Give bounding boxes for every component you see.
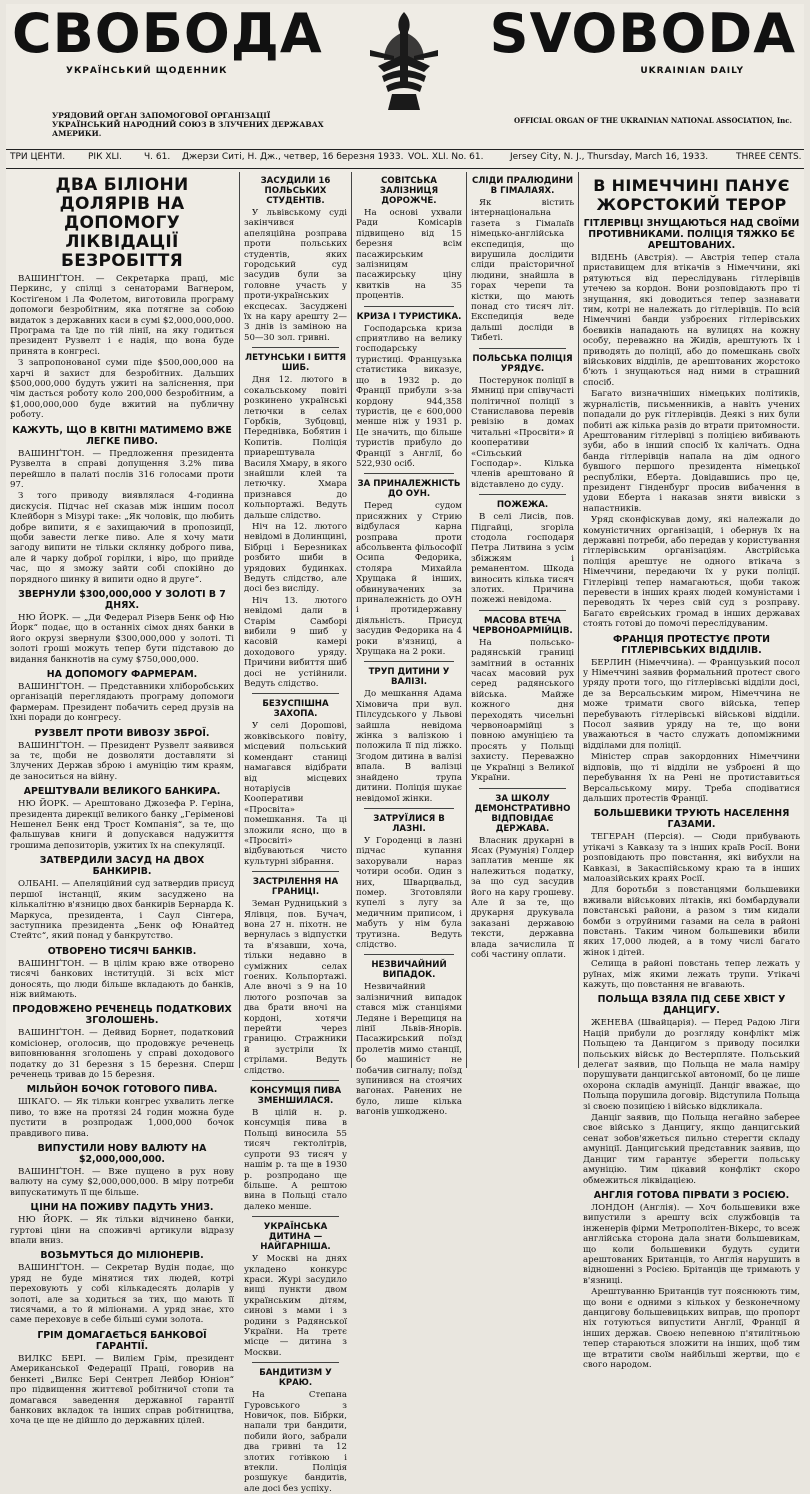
title-cyrillic: СВОБОДА	[12, 2, 323, 65]
article-separator	[252, 693, 339, 694]
article-paragraph: Селища в районі повстань тепер лежать у руїнах, між якими лежать трупи. Утікачі кажуть, що повстання не вгавають.	[583, 959, 800, 990]
article-paragraph: Дня 12. лютого в сокальському повіті розкинено українські летючки в селах Горбків, Зубцовці, Переднівка, Бобятин і Копитів. Поліція приарештувала Василя Хмару, в якого знайшли клей та летючку. Хмара признався до кольпортажі. Ведуть дальше слідство.	[244, 375, 347, 521]
article-headline: ЗА ПРИНАЛЕЖНІСТЬ ДО ОУН.	[357, 479, 461, 500]
article-headline: ЗАСУДИЛИ 16 ПОЛЬСЬКИХ СТУДЕНТІВ.	[260, 176, 331, 206]
column-divider	[578, 172, 579, 1068]
year-cyrillic: РІК XLI.	[88, 152, 123, 162]
article-headline: СЛІДИ ПРАЛЮДИНИ В ГІМАЛАЯХ.	[471, 176, 574, 196]
article-headline: НЕЗВИЧАЙНИЙ ВИПАДОК.	[371, 960, 447, 981]
article-headline: БОЛЬШЕВИКИ ТРУЮТЬ НАСЕЛЕННЯ ГАЗАМИ.	[593, 808, 790, 831]
price-cyrillic: ТРИ ЦЕНТИ.	[10, 152, 66, 162]
masthead-rule-top	[6, 149, 804, 150]
dateline-rule	[6, 168, 804, 169]
article-separator	[364, 473, 454, 474]
article-separator	[479, 348, 566, 349]
article-paragraph: Данціг заявив, що Польща негайно заберее своє військо з Данцигу, якщо данцигський сенат зобов'яжеться пильно стерегти складу амуніції. Данцигський представник заявив, що Данциг тим гарантує зберегти польську амуніцію. Тим цікавий конфлікт скоро обмежиться ліквідацією.	[583, 1113, 800, 1186]
article-paragraph: На польсько-радянській границі замітний в останніх часах масовий рух серед радянського війська. Майже кожного дня переходять чисельні червоноармійці з повною амуніцією та просять у Польщі захисту. Переважно це Українці з Великої України.	[471, 637, 574, 784]
article-paragraph: НЮ ЙОРК. — Арештовано Джозефа Р. Геріна, президента дирекції великого банку „Геріменові Нешенел Бенк енд Трост Компанія“, за те, що фальшував книги й допускався надужиття грошима депозиторів, ужитих їх на спекуляції.	[10, 799, 234, 851]
article-headline: ЗВЕРНУЛИ $300,000,000 У ЗОЛОТІ В 7 ДНЯХ.	[18, 588, 226, 611]
article-paragraph: У селі Дорошові, жовківського повіту, місцевий польський комендант станиці намагався відібрати від місцевих нотаріусів Кооперативи «Просвіта» помешкання. Та ці зложили ясно, що в «Просвіті» відбуваються чисто культурні зібрання.	[244, 721, 347, 867]
article-paragraph: Для боротьби з повстанцями большевики вживали військових літаків, які бомбардували повстанські райони, а разом з тим кидали бомби з отруйними газами на села в районі повстань. Таким чином большевики вбили яких 17,000 людей, а в тому числі багато жінок і дітей.	[583, 885, 800, 958]
article-paragraph: ВАШИНҐТОН. — Вже пущено в рух нову валюту на суму $2,000,000,000. В міру потреби випускатимуть її ще більше.	[10, 1167, 234, 1198]
article-headline: РУЗВЕЛТ ПРОТИ ВИВОЗУ ЗБРОЇ.	[34, 727, 210, 739]
article-headline: ЗАТВЕРДИЛИ ЗАСУД НА ДВОХ БАНКИРІВ.	[39, 855, 205, 878]
article-paragraph: ЖЕНЕВА (Швайцарія). — Перед Радою Ліги Націй прибули до розгляду конфлікт між Польщею та Данцигом з приводу посилки польських військ до Вестерпляте. Польський делегат заявив, що Польща не мала наміру порушувати данцигської автономії, бо це лише охорона складів амуніції. Данціг вважає, що Польща порушила договір. Відступила Польща зі своєю позицією і військо відкликала.	[583, 1018, 800, 1112]
article-headline: КОНСУМЦІЯ ПИВА ЗМЕНШИЛАСЯ.	[249, 1086, 342, 1107]
article-paragraph: ШІКАГО. — Як тільки конгрес ухвалить легке пиво, то вже на протязі 24 годин можна буде пустити в розпродаж 1,000,000 бочок правдивого пива.	[10, 1097, 234, 1139]
article-paragraph: Незвичайний залізничний випадок стався між станціями Ледяне і Верещиця на лінії Львів-Янорів. Пасажирський поїзд пролетів мимо станції, бо машиніст не побачив сигналу; поїзд зупинився на стоячих вагонах. Ранених не було, лише кілька вагонів ушкоджено.	[356, 982, 462, 1118]
article-paragraph: ВИЛКС БЕРІ. — Вилієм Грім, президент Американської Федерації Праці, говорив на бенкеті „Вилкс Бері Сентрел Лейбор Юніон“ про підвищення життєвої робітничої стопи та домагався заведення державної гарантії банкових вкладок та інших справ робітництва, хоча це ще не дійшло до державних цілей.	[10, 1353, 234, 1427]
article-paragraph: Уряд сконфіскував дому, які належали до комуністичних організацій, і обернув їх на державні потреби, або передав у користування гітлерівським організаціям. Австрійська поліція арештує не одного втікача з Німеччини, передаючи їх у руки поліції. Гітлерівці тепер намагаються, щоби також перевести в інших краях людей комуністами і переводять їх через свій суд з розправу. Багато єврейських громад в інших державах стоять готові до помочі переслідуваним.	[583, 515, 800, 630]
article-headline: ПОЖЕЖА.	[496, 500, 549, 511]
official-organ-latin: OFFICIAL ORGAN OF THE UKRAINIAN NATIONAL ASSOCIATION, Inc.	[514, 116, 792, 125]
article-paragraph: Ніч на 12. лютого невідомі в Долинщині, Бібрці і Березниках розбито шиби в урядових будинках. Ведуть слідство, але досі без висліду.	[244, 521, 347, 595]
article-headline: ПОЛЬСЬКА ПОЛІЦІЯ УРЯДУЄ.	[472, 353, 573, 374]
issue-number-cyrillic: Ч. 61.	[144, 152, 171, 162]
masthead	[6, 4, 804, 159]
article-paragraph: З запропонованої суми піде $500,000,000 на харчі й захист для безробітних. Дальших $500,000,000 будуть ужиті на заліснення, при чім дасться роботу коло 200,000 безробітним, а $1,000,000,000 буде вжитий на публичну роботу.	[10, 358, 234, 421]
article-paragraph: На Степана Гуровського з Новичок, пов. Бібрки, напали три бандити, побили його, забрали два гривні та 12 злотих готівкою і втекли. Поліція розшукує бандитів, але досі без успіху.	[244, 1390, 347, 1494]
column-3	[356, 176, 462, 1118]
article-paragraph: ТЕГЕРАН (Персія). — Сюди прибувають утікачі з Кавказу та з інших країв Росії. Вони розповідають про повстання, які вибухли на Кавказі, в Закаспійському краю та в інших малоазійських краях Росії.	[583, 832, 800, 884]
article-headline: ЗА ШКОЛУ ДЕМОНСТРАТИВНО ВІДПОВІДАЄ ДЕРЖАВА.	[474, 793, 571, 834]
subtitle-cyrillic: УКРАЇНСЬКИЙ ЩОДЕННИК	[66, 66, 228, 76]
article-separator	[364, 661, 454, 662]
article-headline: МАСОВА ВТЕЧА ЧЕРВОНОАРМІЙЦІВ.	[472, 615, 573, 636]
article-separator	[364, 306, 454, 307]
article-paragraph: ЛОНДОН (Англія). — Хоч большевики вже випустили з арешту всіх службовців та інженерів фірми Метрополітен-Вікерс, то всеж англійська сторона дала знати большевикам, що коли большевики будуть судити арештованих Британців, то Англія нарушить в відношенні з Росією. Брітанців ще тримають у в'язниці.	[583, 1202, 800, 1286]
liberty-emblem-icon	[364, 6, 444, 112]
article-paragraph: Міністер справ закордонних Німеччини відповів, що ті відділи не узброєні й що перебування їх на Рені не протиставиться Версальському миру. Треба сподіватися дальших протестів Франції.	[583, 752, 800, 804]
article-paragraph: В селі Лисів, пов. Підгайці, згоріла стодола господаря Петра Литвина з усім збіжжям і реманентом. Шкода виносить кілька тисяч злотих. Причина пожежі невідома.	[471, 512, 574, 606]
article-paragraph: ОЛБАНІ. — Апеляційний суд затвердив присуд першої інстанції, яким засуджено на кількалітню в'язницю двох банкирів Бернарда К. Маркуса, президента, і Саул Сінгера, заступника президента „Бенк оф Юнайтед Стейтс“, який понад у банкрутство.	[10, 879, 234, 942]
article-paragraph: ВАШИНҐТОН. — Президент Рузвелт заявився за тє, щоби не дозволяти доставляти зі Злучених Держав зброю і амуніцію тим краям, де заноситься на війну.	[10, 740, 234, 782]
article-headline: ЗАСТРІЛЕННЯ НА ГРАНИЦІ.	[252, 877, 339, 898]
column-divider	[239, 172, 240, 1068]
article-headline: АРЕШТУВАЛИ ВЕЛИКОГО БАНКИРА.	[23, 786, 221, 798]
article-headline: ФРАНЦІЯ ПРОТЕСТУЄ ПРОТИ ГІТЛЕРІВСЬКИХ ВІДДІЛІВ.	[613, 633, 770, 656]
article-headline: УКРАЇНСЬКА ДИТИНА — НАЙГАРНІША.	[260, 1222, 331, 1253]
column-4	[471, 176, 574, 1068]
article-headline: ТРУП ДИТИНИ У ВАЛІЗІ.	[368, 667, 450, 688]
article-separator	[479, 610, 566, 611]
article-paragraph: До мешкання Адама Хімовича при вул. Пілсудського у Львові зайшла невідома жінка з валізкою і положила її під ліжко. Згодом дитина в валізі впала. В валізці знайдено трупа дитини. Поліція шукає невідомої жінки.	[356, 689, 462, 804]
article-paragraph: Як вістить інтернаціональна газета з Гімалаїв німецько-англійська експедиція, що вирушила дослідити сліди праісторичної людини, знайшла в горах черепи та кістки, що мають понад сто тисяч літ. Експедиція веде дальші досліди в Тибеті.	[471, 198, 574, 344]
column-divider	[351, 172, 352, 1068]
article-paragraph: Постерунок поліції в Ямниці при співучасті політичної поліції з Станиславова перевів ревізію в домах читальні «Просвіти» й кооперативи «Сільський Господар». Кілька членів арештовано й відставлено до суду.	[471, 375, 574, 490]
article-separator	[479, 494, 566, 495]
article-paragraph: ВАШИНҐТОН. — Секретарка праці, міс Перкинс, у спілці з сенаторами Вагнером, Костіґеном і Ла Фолетом, виготовила програму допомоги безробітним, яка потягне за собою видаток з державних каси в сумі $2,000,000,000. Програма та їде по тій лінії, на яку годиться президент Рузвелт і є надія, що вона буде принята в конгресі.	[10, 274, 234, 357]
article-headline: ОТВОРЕНО ТИСЯЧІ БАНКІВ.	[47, 945, 197, 957]
subtitle-latin: UKRAINIAN DAILY	[640, 66, 744, 76]
article-headline: ЦІНИ НА ПОЖИВУ ПАДУТЬ УНИЗ.	[30, 1202, 214, 1214]
article-headline: КРИЗА І ТУРИСТИКА.	[356, 311, 462, 322]
article-headline: КАЖУТЬ, ЩО В КВІТНІ МАТИМЕМО ВЖЕ ЛЕГКЕ ПИВО.	[12, 424, 232, 447]
article-headline: МІЛЬЙОН БОЧОК ГОТОВОГО ПИВА.	[26, 1084, 218, 1096]
article-paragraph: З того приводу виявлялася 4-годинна дискусія. Підчас неї сказав між іншим посол Клейборн з Мізурі таке: „Як чоловік, що любить добре випити, я є захищаючий в пропозиції, щоби завести легке пиво. Але я хочу мати загоду випити не тільки склянку доброго пива, але й чарку доброї горілки, і віро, що прийде час, що я зможу зайти собі спокійно до порядного шинку й випити одно й друге“.	[10, 491, 234, 585]
article-paragraph: У Москві на днях укладено конкурс краси. Журі засудило вищі пункти двом українським дітям, синові з мами і з родини з Радянської України. На третє місце — дитина з Москви.	[244, 1254, 347, 1358]
volume-latin: VOL. XLI. No. 61.	[408, 152, 484, 162]
article-headline: СОВІТСЬКА ЗАЛІЗНИЦЯ ДОРОЖЧЕ.	[379, 176, 439, 206]
article-headline: ПОЛЬЩА ВЗЯЛА ПІД СЕБЕ ХВІСТ У ДАНЦИГУ.	[597, 994, 786, 1017]
article-paragraph: У львівському суді закінчився апеляційна розправа проти польських студентів, яких городський суд засудив були за головне участь у проти-українських ексцесах. Засуджені їх на кару арешту 2—3 днів із заміною на 50—30 зол. гривні.	[244, 208, 347, 343]
article-paragraph: В цілій н. р. консумція пива в Польщі виносила 55 тисяч гектолітрів, супроти 93 тисяч у нашім р. та ще в 1930 р. розпродано ще більше. А рештою вина в Польщі стало далеко менше.	[244, 1108, 347, 1212]
article-paragraph: Власник друкарні в Ясах (Румунія) Голдер заплатив менше як належиться податку, за що суд засудив його на кару грошеву. Але й за те, що друкарня друкувала заказані державою тексти, державна влада зачислила її собі частину оплати.	[471, 835, 574, 960]
article-headline: ВИПУСТИЛИ НОВУ ВАЛЮТУ НА $2,000,000,000.	[37, 1143, 207, 1165]
article-paragraph: ВАШИНҐТОН. — В цілім краю вже отворено тисячі банкових інституцій. Зі всіх міст доносять, що люди більше вкладають до банків, ніж виймають.	[10, 958, 234, 1000]
article-paragraph: Перед судом присяжних у Стрию відбулася карна розправа проти абсольвента фільософії Осипа Федорика, столяра Михайла Хрущака й інших, обвинувачених за приналежність до ОУН і протидержавну діяльність. Присуд засудив Федорика на 4 роки в'язниці, а Хрущака на 2 роки.	[356, 501, 462, 658]
article-paragraph: ВАШИНҐТОН. — Секретар Вудін подає, що уряд не буде мінятися тих людей, котрі переховують у собі кількадесять доларів у золоті, але за ходиться за тих, що мають її тисячами, а то й міліонами. А уряд знає, хто саме переховує в себе більші суми золота.	[10, 1263, 234, 1326]
article-separator	[252, 1362, 339, 1363]
title-latin: SVOBODA	[489, 2, 796, 65]
place-date-cyrillic: Джерзи Ситі, Н. Дж., четвер, 16 березня 1933.	[182, 152, 404, 162]
article-headline: ГРІМ ДОМАГАЄТЬСЯ БАНКОВОЇ ГАРАНТІЇ.	[37, 1329, 207, 1352]
official-organ-cyrillic: УРЯДОВИЙ ОРГАН ЗАПОМОГОВОЇ ОРГАНІЗАЦІЇ УКРАЇНСЬКИЙ НАРОДНИЙ СОЮЗ В ЗЛУЧЕНИХ ДЕРЖАВАХ АМЕРИКИ.	[52, 111, 324, 138]
article-headline: БАНДИТИЗМ У КРАЮ.	[259, 1368, 332, 1389]
article-paragraph: Ніч 13. лютого невідомі дали в Старім Самборі вибили 9 шиб у касовій камері доходового уряду. Причини вибиття шиб досі не устійнили. Ведуть слідство.	[244, 595, 347, 690]
article-separator	[252, 347, 339, 348]
article-subheadline: ГІТЛЕРІВЦІ ЗНУЩАЮТЬСЯ НАД СВОЇМИ ПРОТИВНИКАМИ. ПОЛІЦІЯ ТЯЖКО БЄ АРЕШТОВАНИХ.	[583, 218, 800, 251]
place-date-latin: Jersey City, N. J., Thursday, March 16, 1933.	[510, 152, 709, 162]
article-paragraph: Багато визначніших німецьких політиків, журналістів, письменників, а навіть учених попадали до рук гітлерівців. Деякі з них були побиті аж кілька разів до втрати притомности. Арештованим гітлерівці з поліцією вибивають зуби, або в інший спосіб їх калічать. Одна банда гітлерівців напала на дім одного бувшого першого президента німецької республіки, Еберта. Довідавшись про це, президент Гінденбург просив вибачення в удови Еберта і наказав зняти вивіски з напастників.	[583, 389, 800, 514]
lead-headline: ДВА БІЛІОНИ ДОЛЯРІВ НА ДОПОМОГУ ЛІКВІДАЦІЇ БЕЗРОБІТТЯ	[55, 175, 189, 271]
article-paragraph: БЕРЛИН (Німеччина). — Французький посол у Німеччині заявив формальний протест свого уряду проти того, що гітлерівські відділи досі, де за Версальським миром, Німеччина не може тримати свого війська, тепер перебувають гітлерівські військові відділи. Посол заявив уряду на те, що вони уважаються в часто служать допоміжними відділами для поліції.	[583, 657, 800, 751]
article-paragraph: У Городенці в лазні підчас купання захорували нараз чотири особи. Один з них, Шварцвальд, помер. Зготовляли купелі з лугу за медичним приписом, і мабуть у нім була трутизна. Ведуть слідство.	[356, 835, 462, 950]
article-paragraph: ВІДЕНЬ (Австрія). — Австрія тепер стала приставищем для втікачів з Німеччини, які рятуються від переслідувань гітлерівців утечею за кордон. Вони розповідають про ті знущання, які доводиться тепер зазнавати тим, котрі не належать до гітлерівців. По всій Німеччині банди узброєних гітлерівських боєвиків нападають на вулицях на кожну особу, переважно на Жидів, арештують їх і приводять до поліції, або до помешкань своїх військових відділів, де арештованих жорстоко б'ють і знущаються над ними в страшний спосіб.	[583, 253, 800, 388]
price-latin: THREE CENTS.	[736, 152, 802, 162]
lead-headline: В НІМЕЧЧИНІ ПАНУЄ ЖОРСТОКИЙ ТЕРОР	[593, 176, 790, 214]
article-headline: ЛЕТУНСЬКИ І БИТТЯ ШИБ.	[244, 353, 347, 374]
article-separator	[252, 871, 339, 872]
article-headline: ВОЗЬМУТЬСЯ ДО МІЛІОНЕРІВ.	[40, 1250, 204, 1262]
article-paragraph: На основі ухвали Ради Комісарів підвищено від 15 березня всім пасажирським залізницям пасажирську ціну квитків на 35 процентів.	[356, 208, 462, 302]
article-headline: ПРОДОВЖЕНО РЕЧЕНЕЦЬ ПОДАТКОВИХ ЗГОЛОШЕНЬ.	[12, 1004, 232, 1027]
column-2	[244, 176, 347, 1494]
article-separator	[364, 954, 454, 955]
article-paragraph: Арештуванню Британців тут пояснюють тим, що вони є одними з кількох у безконечному данцигову большевицьких виправ, що пропорт ніх готуються випустити Англії, Франції й інших держав. Своєю непевною п'ятилітньою тепер стараються зложити на інших, щоб тим ще втратити своїм найбільші жертви, що є свого народом.	[583, 1287, 800, 1370]
article-paragraph: ВАШИНҐТОН. — Предложення президента Рузвелта в справі допущення 3.2% пива перейшло в палаті послів 316 голосами проти 97.	[10, 448, 234, 490]
article-paragraph: ВАШИНҐТОН. — Представники хліборобських організацій переглядають програму допомоги фармерам. Президент побачить серед друзів на їхні поради до конгресу.	[10, 682, 234, 724]
dateline	[6, 152, 804, 166]
article-separator	[364, 808, 454, 809]
article-paragraph: НЮ ЙОРК. — „Ди Федерал Різерв Бенк оф Ню Йорк“ подає, що в останніх сімох днях банки в його окрузі звернули $300,000,000 у золоті. Ті золоті гроші можуть тепер бути підставою до видання банкнотів на суму $750,000,000.	[10, 612, 234, 665]
column-divider	[466, 172, 467, 1068]
article-paragraph: ВАШИНҐТОН. — Дейвид Борнет, податковий комісіонер, оголосив, що продовжує реченець виповнювання зголошень у справі доходового податку до 31 березня з 15 березня. Сперш реченець тривав до 15 березня.	[10, 1028, 234, 1080]
article-paragraph: Господарська криза сприятливо на велику господарську туристиці. Французька статистика виказує, що в 1932 р. до Франції прибули з-за кордону 944,358 туристів, це є 600,000 менше ніж у 1931 р. Це значить, що більше туристів прибуло до Франції з Англії, бо 522,930 осіб.	[356, 323, 462, 469]
article-headline: АНГЛІЯ ГОТОВА ПІРВАТИ З РОСІЄЮ.	[593, 1189, 790, 1201]
article-separator	[479, 788, 566, 789]
column-1	[10, 175, 234, 1427]
article-headline: БЕЗУСПІШНА ЗАХОПА.	[262, 699, 329, 720]
article-headline: ЗАТРУЇЛИСЯ В ЛАЗНІ.	[373, 813, 445, 834]
article-paragraph: НЮ ЙОРК. — Як тільки відчинено банки, гуртові ціни на споживчі артикули відразу впали вниз.	[10, 1215, 234, 1247]
article-separator	[252, 1080, 339, 1081]
article-paragraph: Земан Рудницький з Ялівця, пов. Бучач, вона 27 н. піхотн. не вернулась з відпустки та в'язавши, хоча, тільки недавно в суміжних селах гоєних. Кольпортажі. Але вночі з 9 на 10 лютого розпочав за два брати вночі на кордоні, хотячи перейти через границю. Стражники й зустріли їх стрілами. Ведуть слідство.	[244, 899, 347, 1076]
article-separator	[252, 1216, 339, 1217]
article-headline: НА ДОПОМОГУ ФАРМЕРАМ.	[46, 669, 198, 680]
newspaper-page	[6, 2, 804, 1494]
column-5	[583, 176, 800, 1370]
